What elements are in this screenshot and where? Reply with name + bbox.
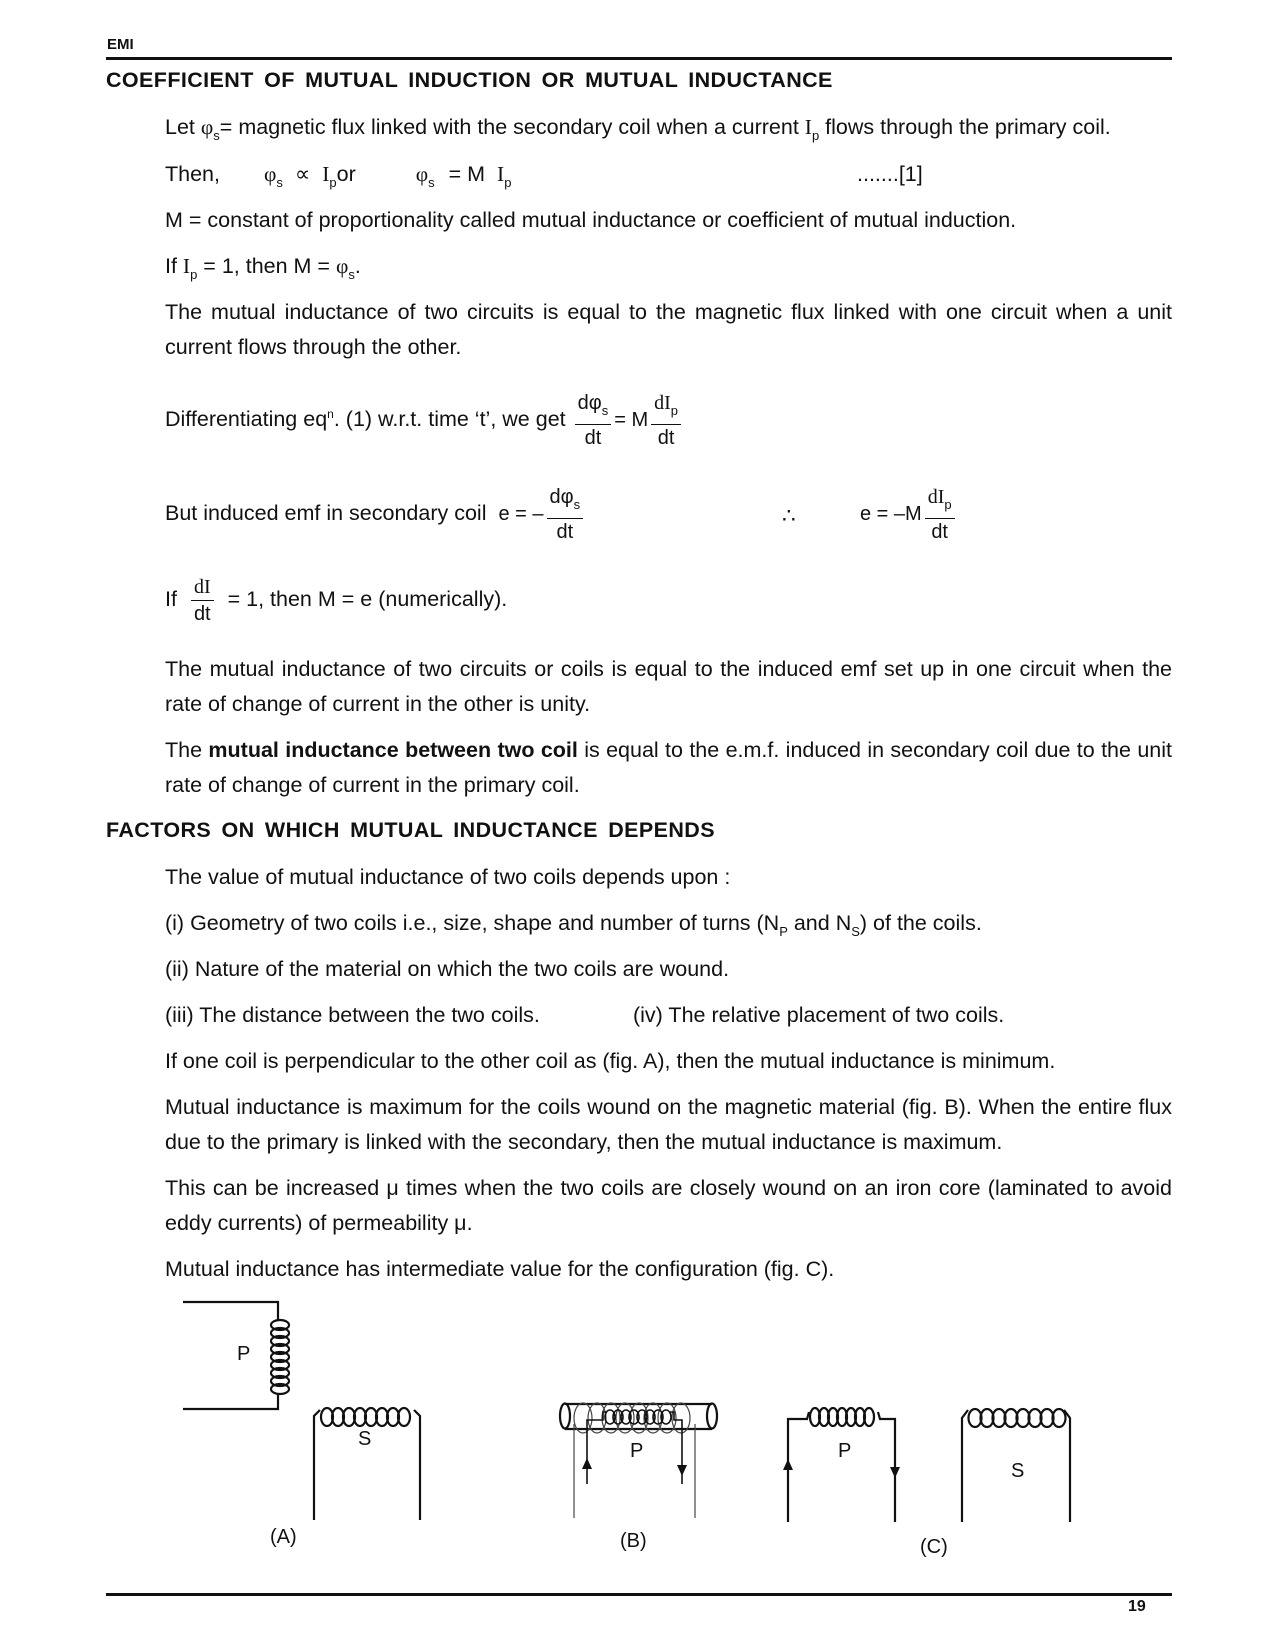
induced-emf-equation: But induced emf in secondary coil e = – $\frac{d\varphi_s}{dt}$ — [165, 484, 586, 545]
footer-rule — [106, 1593, 1172, 1596]
section-heading-mutual-inductance: COEFFICIENT OF MUTUAL INDUCTION OR MUTUAL INDUCTANCE — [106, 68, 833, 92]
fig-c-caption: (C) — [920, 1536, 948, 1558]
perpendicular-note: If one coil is perpendicular to the other coil as (fig. A), then the mutual inductance is minimum. — [165, 1049, 1056, 1073]
definition-flux-line: Let $\varphi_s=$ magnetic flux linked with the secondary coil when a current $I_p$ flows through the primary coil. — [165, 115, 1111, 143]
iron-core-note: This can be increased μ times when the two coils are closely wound on an iron core (laminated to avoid eddy currents) of permeability μ. — [165, 1176, 1172, 1235]
section-heading-factors: FACTORS ON WHICH MUTUAL INDUCTANCE DEPENDS — [106, 818, 715, 842]
secondary-coil-c — [969, 1409, 1066, 1427]
factors-intro: The value of mutual inductance of two coils depends upon : — [165, 865, 731, 889]
unit-current-condition: If $I_p = 1$, then $M = \varphi_s$. — [165, 254, 361, 282]
fraction-dIp-dt: $\frac{dI_p}{dt}$ — [651, 390, 681, 451]
therefore-symbol: ∴ — [782, 504, 796, 528]
emf-result-equation: e = –M $\frac{dI_p}{dt}$ — [860, 484, 958, 545]
arrow-down-icon — [677, 1465, 687, 1476]
coil-definition-paragraph: The mutual inductance between two coil is equal to the e.m.f. induced in secondary coil due to the unit rate of change of current in the primary coil. — [165, 738, 1172, 797]
arrow-up-icon — [582, 1458, 592, 1469]
primary-coil-a — [271, 1320, 289, 1394]
factor-geometry: (i) Geometry of two coils i.e., size, shape and number of turns ($N_P$ and $N_S$) of the coils. — [165, 911, 982, 939]
arrow-down-icon — [890, 1467, 900, 1478]
fraction-dphi-dt: $\frac{d\varphi_s}{dt}$ — [547, 484, 584, 545]
running-header: EMI — [107, 36, 134, 53]
emf-definition-paragraph: The mutual inductance of two circuits or coils is equal to the induced emf set up in one circuit when the rate of change of current in the other is unity. — [165, 657, 1172, 716]
page-number: 19 — [1128, 1598, 1146, 1615]
intermediate-note: Mutual inductance has intermediate value for the configuration (fig. C). — [165, 1257, 835, 1281]
factor-placement: (iv) The relative placement of two coils. — [633, 1003, 1005, 1027]
differentiation-equation: Differentiating $eq^n$. (1) w.r.t. time ‘t’, we get $\frac{d\varphi_s}{dt}$ = M $\frac{dI_p}{dt}$ — [165, 390, 684, 451]
fig-c-secondary-label: S — [1011, 1460, 1025, 1482]
arrow-up-icon — [783, 1459, 793, 1470]
fig-a-secondary-label: S — [358, 1428, 372, 1450]
primary-coil-c — [810, 1408, 874, 1426]
maximum-note: Mutual inductance is maximum for the coils wound on the magnetic material (fig. B). When the entire flux due to the primary is linked with the secondary, then the mutual inductance is maximum. — [165, 1095, 1172, 1154]
mutual-inductance-definition: M = constant of proportionality called mutual inductance or coefficient of mutual induction. — [165, 208, 1017, 232]
fig-a-primary-label: P — [237, 1343, 251, 1365]
flux-definition-paragraph: The mutual inductance of two circuits is equal to the magnetic flux linked with one circuit when a unit current flows through the other. — [165, 300, 1172, 359]
equation-number: .......[1] — [857, 162, 923, 186]
factor-material: (ii) Nature of the material on which the two coils are wound. — [165, 957, 730, 981]
fig-a-caption: (A) — [270, 1526, 297, 1548]
unit-rate-condition: If $\frac{dI}{dt}$ = 1, then M = e (numerically). — [165, 576, 508, 625]
secondary-coil-a — [321, 1408, 410, 1426]
factor-distance: (iii) The distance between the two coils. — [165, 1003, 540, 1027]
proportionality-equation: Then, $\varphi_s \propto I_por$ $\varphi_s = M$ $I_p$ — [165, 162, 512, 190]
fig-b-primary-label: P — [630, 1440, 644, 1462]
fraction-dphi-dt: $\frac{d\varphi_s}{dt}$ — [575, 390, 612, 451]
fig-b-caption: (B) — [620, 1530, 647, 1552]
fig-c-primary-label: P — [838, 1440, 852, 1462]
fraction-dIp-dt: $\frac{dI_p}{dt}$ — [925, 484, 955, 545]
